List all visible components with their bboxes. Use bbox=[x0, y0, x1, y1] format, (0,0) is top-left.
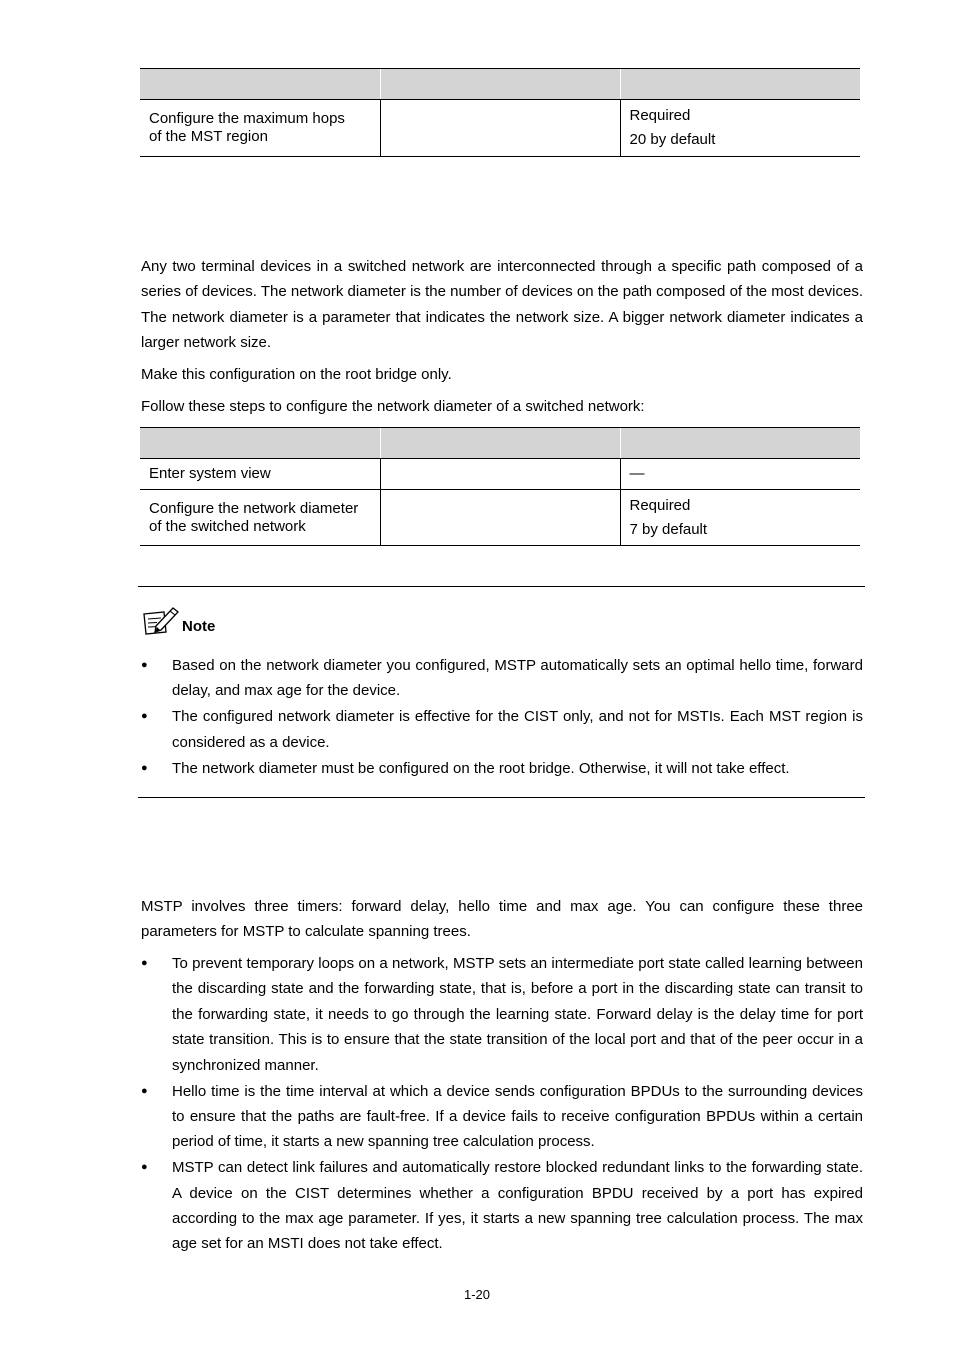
table-row bbox=[140, 100, 860, 157]
command-cell bbox=[380, 459, 620, 490]
operation-line: Configure the maximum hops bbox=[149, 110, 345, 127]
table-header-row bbox=[140, 428, 860, 459]
table-row bbox=[140, 490, 860, 546]
table-header-cell bbox=[620, 69, 860, 100]
operation-cell: Enter system view bbox=[140, 459, 380, 490]
command-cell bbox=[380, 490, 620, 546]
table-header-cell bbox=[140, 428, 380, 459]
list-item bbox=[141, 1155, 863, 1257]
table-header-cell bbox=[140, 69, 380, 100]
table-header-row bbox=[140, 69, 860, 100]
remarks-line: Required bbox=[629, 107, 691, 124]
network-diameter-table bbox=[140, 427, 860, 546]
table-row bbox=[140, 459, 860, 490]
operation-line: of the switched network bbox=[149, 517, 306, 535]
bullet-icon: ● bbox=[141, 1084, 148, 1097]
remarks-cell bbox=[620, 100, 860, 157]
remarks-cell bbox=[620, 490, 860, 546]
bullet-icon: ● bbox=[141, 761, 148, 774]
bullet-icon: ● bbox=[141, 957, 148, 969]
remarks-cell: — bbox=[620, 459, 860, 490]
pencil-note-icon bbox=[142, 604, 180, 636]
bullet-icon: ● bbox=[141, 1161, 148, 1174]
timers-intro: MSTP involves three timers: forward delay, hello time and max age. You can configure these three parameters for MSTP to calculate spanning trees. bbox=[141, 898, 863, 941]
list-item-text: To prevent temporary loops on a network, MSTP sets an intermediate port state called learning between the discarding state and the forwarding state, that is, before a port in the discarding state can transit to the forwarding state, it needs to go through the learning state. Forward delay is the delay time for port state transition. This is to ensure that the state transition of the local port and that of the peer occur in a synchronized manner. bbox=[172, 955, 863, 1074]
list-item bbox=[141, 756, 863, 781]
note-top-rule bbox=[138, 586, 865, 587]
note-header bbox=[142, 604, 342, 636]
list-item-text: Based on the network diameter you configured, MSTP automatically sets an optimal hello time, forward delay, and max age for the device. bbox=[172, 657, 863, 700]
table-header-cell bbox=[380, 428, 620, 459]
note-bottom-rule bbox=[138, 797, 865, 798]
network-diameter-intro: Any two terminal devices in a switched network are interconnected through a specific path composed of a series of devices. The network diameter is the number of devices on the path composed of the most devices. The network diameter is a parameter that indicates the network size. A bigger network diameter indicates a larger network size. bbox=[141, 258, 863, 352]
note-label: Note bbox=[182, 618, 216, 635]
steps-sentence: Follow these steps to configure the network diameter of a switched network: bbox=[141, 398, 645, 415]
max-hops-table bbox=[140, 68, 860, 157]
list-item bbox=[141, 951, 863, 1078]
operation-line: of the MST region bbox=[149, 128, 268, 145]
list-item-text: Hello time is the time interval at which a device sends configuration BPDUs to the surrounding devices to ensure that the paths are fault-free. If a device fails to receive configuration BPDUs within a certain period of time, it starts a new spanning tree calculation process. bbox=[172, 1082, 863, 1151]
command-cell bbox=[380, 100, 620, 157]
table-header-cell bbox=[380, 69, 620, 100]
note-list bbox=[141, 653, 863, 782]
timers-list bbox=[141, 951, 863, 1257]
list-item-text: MSTP can detect link failures and automatically restore blocked redundant links to the forwarding state. A device on the CIST determines whether a configuration BPDU received by a port has expired according to the max age parameter. If yes, it starts a new spanning tree calculation process. The max age set for an MSTI does not take effect. bbox=[172, 1159, 863, 1253]
list-item bbox=[141, 653, 863, 704]
operation-cell bbox=[140, 100, 380, 157]
bullet-icon: ● bbox=[141, 710, 148, 723]
table-header-cell bbox=[620, 428, 860, 459]
remarks-line: 7 by default bbox=[629, 520, 708, 538]
operation-cell bbox=[140, 490, 380, 546]
remarks-line: Required bbox=[629, 496, 691, 514]
remarks-line: 20 by default bbox=[629, 131, 716, 148]
list-item bbox=[141, 704, 863, 755]
root-bridge-sentence: Make this configuration on the root bridge only. bbox=[141, 366, 452, 383]
bullet-icon: ● bbox=[141, 659, 148, 671]
operation-line: Configure the network diameter bbox=[149, 499, 359, 517]
list-item-text: The configured network diameter is effective for the CIST only, and not for MSTIs. Each MST region is considered as a device. bbox=[172, 708, 863, 751]
list-item-text: The network diameter must be configured on the root bridge. Otherwise, it will not take effect. bbox=[172, 759, 790, 777]
page-number: 1-20 bbox=[463, 1287, 491, 1302]
list-item bbox=[141, 1079, 863, 1155]
